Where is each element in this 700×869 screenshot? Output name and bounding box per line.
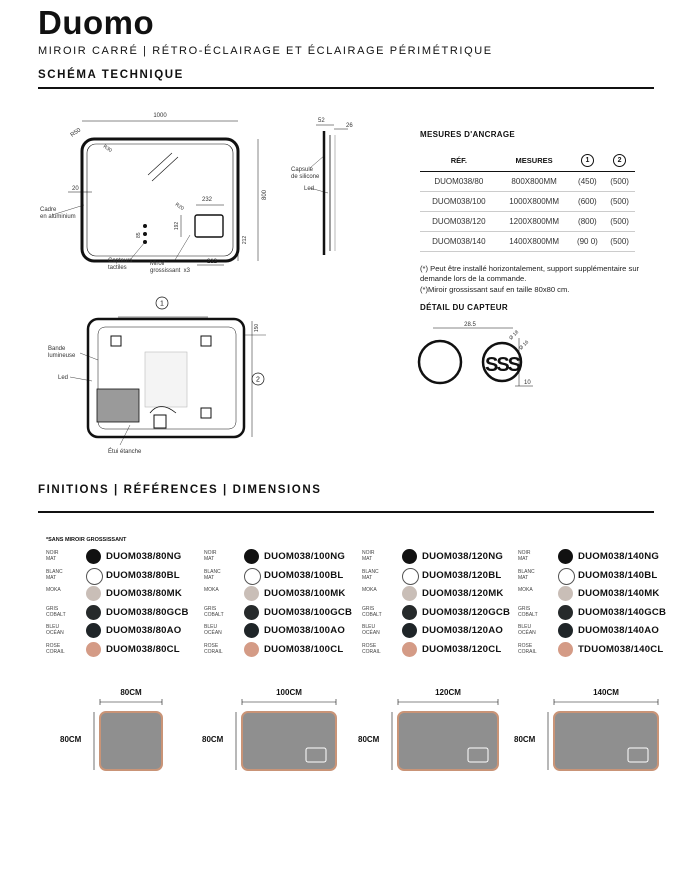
- reference-code: DUOM038/100AO: [264, 625, 345, 636]
- reference-code: DUOM038/120AO: [422, 625, 503, 636]
- reference-code: DUOM038/100NG: [264, 551, 345, 562]
- finishes-section-title: FINITIONS | RÉFÉRENCES | DIMENSIONS: [38, 484, 322, 496]
- finish-color-label: ROSE CORAIL: [362, 642, 381, 655]
- label-miroir: Miroir grossissant x3: [150, 261, 191, 274]
- label-led-side: Led: [304, 186, 315, 192]
- reference-code: DUOM038/80CL: [106, 643, 180, 655]
- label-capteurs: Capteurs tactiles: [108, 258, 133, 271]
- finish-color-label: BLANC MAT: [204, 568, 221, 581]
- finish-color-label: BLEU OCÉAN: [46, 624, 64, 636]
- product-title: Duomo: [38, 4, 155, 41]
- sensor-title: DÉTAIL DU CAPTEUR: [420, 303, 508, 312]
- reference-code: DUOM038/80GCB: [106, 606, 189, 618]
- dim-192: 192: [174, 221, 180, 231]
- finish-color-label: ROSE CORAIL: [46, 642, 65, 655]
- reference-code: DUOM038/140NG: [578, 551, 659, 562]
- label-cadre: Cadre en aluminium: [40, 207, 76, 220]
- finish-color-label: GRIS COBALT: [204, 605, 224, 618]
- finish-color-label: ROSE CORAIL: [204, 642, 223, 655]
- reference-code: DUOM038/100MK: [264, 588, 346, 599]
- dim-width: 1000: [153, 113, 167, 119]
- table-header: RÉF.: [420, 150, 498, 172]
- finish-color-label: MOKA: [46, 587, 61, 593]
- dim-150: 150: [254, 323, 260, 333]
- reference-code: DUOM038/120GCB: [422, 606, 511, 618]
- reference-code: DUOM038/80BL: [106, 569, 180, 581]
- reference-code: DUOM038/120BL: [422, 569, 502, 581]
- table-row: DUOM038/100 1000X800MM (600) (500): [420, 192, 635, 212]
- label-etui: Étui étanche: [108, 449, 142, 455]
- dim-10: 10: [524, 380, 531, 386]
- dim-20: 20: [72, 186, 79, 192]
- finish-color-label: GRIS COBALT: [362, 605, 382, 618]
- table-header: MESURES: [498, 150, 571, 172]
- dim-height: 800: [262, 189, 268, 201]
- dim-212a: 212: [242, 235, 248, 245]
- finish-color-label: MOKA: [204, 587, 219, 593]
- reference-code: DUOM038/100CL: [264, 643, 344, 655]
- dim-d16: Ø 16: [518, 339, 531, 352]
- note-horizontal: (*) Peut être installé horizontalement, support supplémentaire sur demande lors de la commande.: [420, 264, 640, 283]
- reference-code: DUOM038/140BL: [578, 569, 658, 581]
- back-circle-1: 1: [160, 300, 164, 308]
- size-height-label: 80CM: [358, 735, 380, 744]
- reference-code: DUOM038/80MK: [106, 588, 182, 599]
- table-header: 2: [604, 150, 635, 172]
- finish-color-label: BLANC MAT: [362, 568, 379, 581]
- table-row: DUOM038/120 1200X800MM (800) (500): [420, 212, 635, 232]
- reference-code: TDUOM038/140CL: [578, 643, 664, 655]
- mirror-shape: [554, 712, 658, 770]
- reference-code: DUOM038/120CL: [422, 643, 502, 655]
- reference-code: DUOM038/80NG: [106, 551, 182, 562]
- finishes-note: *SANS MIROIR GROSSISSANT: [46, 537, 127, 543]
- size-height-label: 80CM: [202, 735, 224, 744]
- dim-232: 232: [202, 197, 213, 203]
- size-width-label: 80CM: [120, 688, 142, 697]
- dim-52: 52: [318, 118, 325, 124]
- finish-color-label: BLANC MAT: [518, 568, 535, 581]
- finish-color-label: BLEU OCÉAN: [204, 624, 222, 636]
- dim-r20: R20: [173, 201, 185, 212]
- dim-r50: R50: [69, 127, 83, 139]
- reference-code: DUOM038/80AO: [106, 625, 182, 636]
- finish-color-label: NOIR MAT: [362, 550, 375, 562]
- reference-code: DUOM038/140AO: [578, 625, 659, 636]
- table-row: DUOM038/140 1400X800MM (90 0) (500): [420, 232, 635, 252]
- finish-color-label: NOIR MAT: [204, 550, 217, 562]
- finish-color-label: ROSE CORAIL: [518, 642, 537, 655]
- table-header: 1: [571, 150, 605, 172]
- size-width-label: 140CM: [593, 688, 619, 697]
- finish-color-label: NOIR MAT: [518, 550, 531, 562]
- label-led-back: Led: [58, 375, 69, 381]
- size-height-label: 80CM: [60, 735, 82, 744]
- reference-code: DUOM038/100GCB: [264, 606, 353, 618]
- reference-code: DUOM038/140GCB: [578, 606, 667, 618]
- dim-26: 26: [346, 123, 353, 129]
- note-magnifier: (*)Miroir grossissant sauf en taille 80x80 cm.: [420, 285, 570, 294]
- finish-color-label: MOKA: [518, 587, 533, 593]
- finish-color-label: MOKA: [362, 587, 377, 593]
- reference-code: DUOM038/120MK: [422, 588, 504, 599]
- finish-color-label: NOIR MAT: [46, 550, 59, 562]
- finish-color-label: BLEU OCÉAN: [518, 624, 536, 636]
- dim-212b: 212: [206, 259, 218, 265]
- dim-r30: R30: [101, 143, 113, 154]
- finish-color-label: BLEU OCÉAN: [362, 624, 380, 636]
- dim-28-5: 28.5: [464, 322, 476, 328]
- label-bande: Bande lumineuse: [48, 346, 76, 359]
- sensor-glyph: SSS: [484, 354, 520, 376]
- size-width-label: 120CM: [435, 688, 461, 697]
- dim-d18: Ø 18: [508, 329, 521, 342]
- table-row: DUOM038/80 800X800MM (450) (500): [420, 172, 635, 192]
- back-circle-2: 2: [256, 376, 260, 384]
- finish-color-label: BLANC MAT: [46, 568, 63, 581]
- reference-code: DUOM038/120NG: [422, 551, 503, 562]
- size-height-label: 80CM: [514, 735, 536, 744]
- finish-color-label: GRIS COBALT: [46, 605, 66, 618]
- finish-color-label: GRIS COBALT: [518, 605, 538, 618]
- technical-section-title: SCHÉMA TECHNIQUE: [38, 69, 184, 81]
- dim-85: 85: [136, 232, 142, 238]
- label-capsule: Capsule de silicone: [291, 167, 320, 180]
- reference-code: DUOM038/140MK: [578, 588, 660, 599]
- anchor-table-title: MESURES D'ANCRAGE: [420, 130, 516, 139]
- size-width-label: 100CM: [276, 688, 302, 697]
- reference-code: DUOM038/100BL: [264, 569, 344, 581]
- product-subtitle: MIROIR CARRÉ | RÉTRO-ÉCLAIRAGE ET ÉCLAIRAGE PÉRIMÉTRIQUE: [38, 45, 493, 57]
